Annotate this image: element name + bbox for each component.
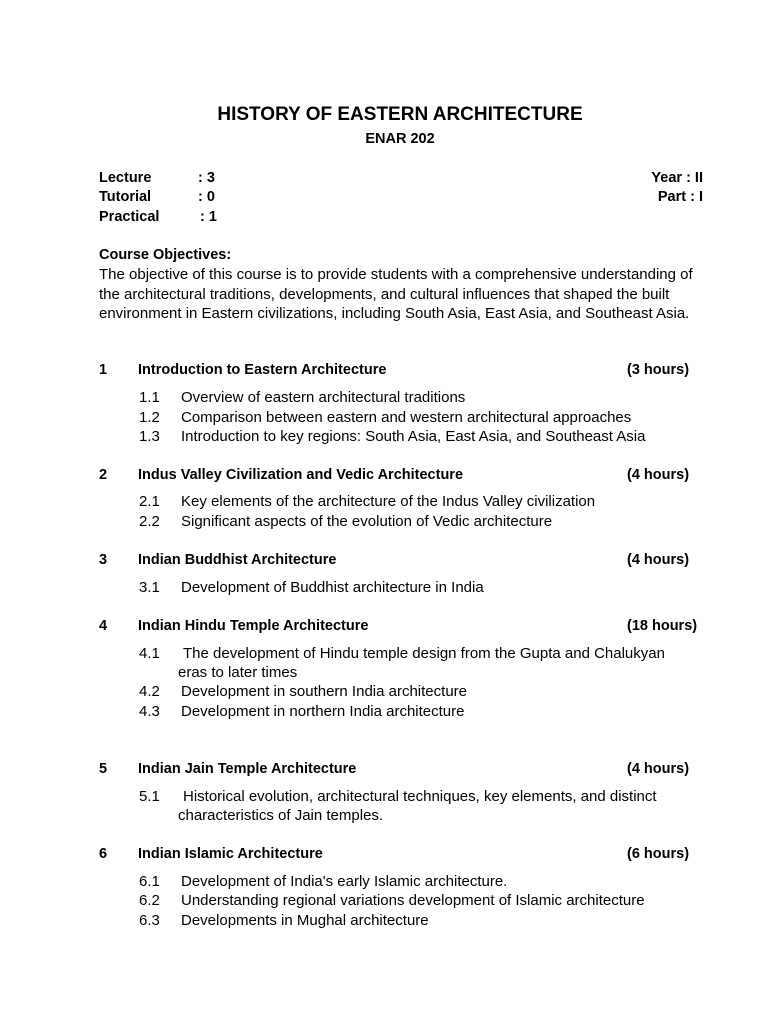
part-value: Part : I	[657, 189, 703, 205]
unit-hours: (4 hours)	[627, 552, 690, 568]
item-text: Introduction to key regions: South Asia, East Asia, and Southeast Asia	[181, 428, 646, 445]
unit-hours: (18 hours)	[627, 618, 698, 634]
practical-value: : 1	[200, 209, 217, 225]
course-code: ENAR 202	[365, 131, 435, 147]
tutorial-label: Tutorial	[99, 189, 152, 205]
item-number: 4.2	[139, 683, 160, 700]
year-value: Year : II	[651, 170, 703, 186]
item-text: Understanding regional variations development of Islamic architecture	[181, 892, 645, 909]
unit-number: 2	[99, 467, 108, 483]
item-number: 1.2	[139, 409, 160, 426]
lecture-value: : 3	[198, 170, 215, 186]
item-text: Development in southern India architecture	[181, 683, 467, 700]
unit-number: 3	[99, 552, 108, 568]
item-text: Development of Buddhist architecture in India	[181, 579, 484, 596]
item-text: Development of India's early Islamic architecture.	[181, 873, 508, 890]
item-text-continued: eras to later times	[178, 664, 298, 681]
page-title: HISTORY OF EASTERN ARCHITECTURE	[217, 104, 583, 125]
unit-title: Introduction to Eastern Architecture	[138, 362, 387, 378]
item-number: 2.2	[139, 513, 160, 530]
item-number: 6.1	[139, 873, 160, 890]
unit-title: Indian Islamic Architecture	[138, 846, 323, 862]
unit-number: 1	[99, 362, 108, 378]
unit-hours: (3 hours)	[627, 362, 690, 378]
item-number: 6.2	[139, 892, 160, 909]
item-number: 4.3	[139, 703, 160, 720]
item-number: 2.1	[139, 493, 160, 510]
lecture-label: Lecture	[99, 170, 152, 186]
unit-hours: (4 hours)	[627, 467, 690, 483]
unit-title: Indian Jain Temple Architecture	[138, 761, 357, 777]
item-text: The development of Hindu temple design from the Gupta and Chalukyan	[183, 645, 665, 662]
unit-title: Indian Hindu Temple Architecture	[138, 618, 369, 634]
item-number: 5.1	[139, 788, 160, 805]
item-text: Development in northern India architecture	[181, 703, 465, 720]
unit-number: 5	[99, 761, 108, 777]
item-number: 4.1	[139, 645, 160, 662]
objectives-text: The objective of this course is to provide students with a comprehensive understanding of the architectural traditions, developments, and cultural influences that shaped the built environment in Eastern civilizations, including South Asia, East Asia, and Southeast Asia.	[99, 266, 693, 323]
unit-hours: (6 hours)	[627, 846, 690, 862]
item-number: 6.3	[139, 912, 160, 929]
item-number: 3.1	[139, 579, 160, 596]
objectives-heading: Course Objectives:	[99, 247, 232, 263]
unit-number: 6	[99, 846, 108, 862]
unit-hours: (4 hours)	[627, 761, 690, 777]
unit-title: Indian Buddhist Architecture	[138, 552, 337, 568]
item-text: Key elements of the architecture of the Indus Valley civilization	[181, 493, 596, 510]
item-text: Overview of eastern architectural traditions	[181, 389, 466, 406]
item-text: Historical evolution, architectural techniques, key elements, and distinct	[183, 788, 657, 805]
practical-label: Practical	[99, 209, 160, 225]
item-number: 1.3	[139, 428, 160, 445]
item-text-continued: characteristics of Jain temples.	[178, 807, 384, 824]
item-text: Developments in Mughal architecture	[181, 912, 429, 929]
unit-title: Indus Valley Civilization and Vedic Architecture	[138, 467, 464, 483]
item-text: Significant aspects of the evolution of Vedic architecture	[181, 513, 553, 530]
unit-number: 4	[99, 618, 108, 634]
tutorial-value: : 0	[198, 189, 215, 205]
item-number: 1.1	[139, 389, 160, 406]
item-text: Comparison between eastern and western architectural approaches	[181, 409, 632, 426]
